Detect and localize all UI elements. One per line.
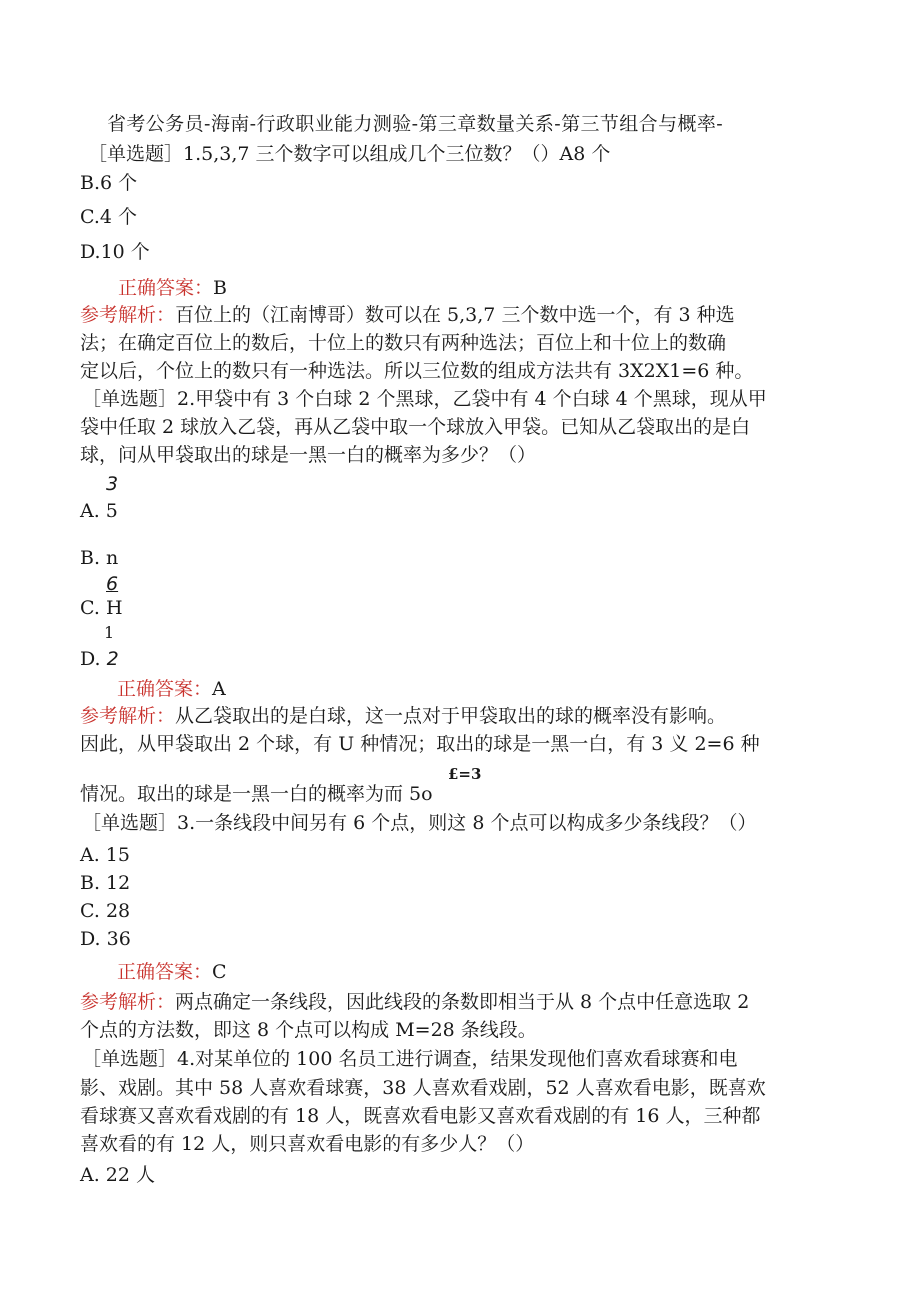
q3-option-a: A. 15: [80, 844, 130, 866]
q4-stem-line-2: 影、戏剧。其中 58 人喜欢看球赛，38 人喜欢看戏剧，52 人喜欢看电影，既喜欢: [80, 1077, 766, 1099]
q1-stem: ［单选题］1.5,3,7 三个数字可以组成几个三位数？（）A8 个: [88, 143, 611, 165]
q1-analysis-label: 参考解析：: [80, 304, 176, 326]
q2-answer: [117, 677, 226, 701]
q1-answer-value: B: [213, 277, 227, 299]
q2-stem-line-1: ［单选题］2.甲袋中有 3 个白球 2 个黑球，乙袋中有 4 个白球 4 个黑球，现从甲: [82, 388, 767, 410]
q1-answer-label: 正确答案：: [118, 277, 214, 299]
q2-analysis-line-2: 因此，从甲袋取出 2 个球，有 U 种情况；取出的球是一黑一白，有 3 义 2=6 种: [80, 733, 760, 755]
q2-option-b: B. n: [80, 547, 119, 569]
q2-analysis-line-1: [80, 704, 726, 728]
q3-stem: ［单选题］3.一条线段中间另有 6 个点，则这 8 个点可以构成多少条线段？（）: [82, 812, 757, 834]
q1-option-d: D.10 个: [80, 241, 150, 263]
q2-analysis-text-1: 从乙袋取出的是白球，这一点对于甲袋取出的球的概率没有影响。: [175, 705, 727, 727]
q2-option-a-numerator: 3: [106, 473, 119, 495]
q2-analysis-label: 参考解析：: [80, 705, 176, 727]
q2-option-c-numerator: 6: [106, 573, 119, 595]
q2-stem-line-2: 袋中任取 2 球放入乙袋，再从乙袋中取一个球放入甲袋。已知从乙袋取出的是白: [80, 416, 751, 438]
q4-stem-line-1: ［单选题］4.对某单位的 100 名员工进行调查，结果发现他们喜欢看球赛和电: [82, 1048, 738, 1070]
q4-stem-line-3: 看球赛又喜欢看戏剧的有 18 人，既喜欢看电影又喜欢看戏剧的有 16 人，三种都: [80, 1105, 761, 1127]
q1-option-b: B.6 个: [80, 172, 138, 194]
q1-analysis-text-1: 百位上的（江南博哥）数可以在 5,3,7 三个数中选一个，有 3 种选: [175, 304, 735, 326]
q2-answer-label: 正确答案：: [117, 678, 213, 700]
document-title: 省考公务员-海南-行政职业能力测验-第三章数量关系-第三节组合与概率-: [107, 113, 724, 135]
q3-option-c: C. 28: [80, 900, 131, 922]
q1-analysis-line-3: 定以后，个位上的数只有一种选法。所以三位数的组成方法共有 3X2X1=6 种。: [80, 360, 754, 382]
q3-analysis-text-1: 两点确定一条线段，因此线段的条数即相当于从 8 个点中任意选取 2: [175, 991, 750, 1013]
q3-answer: [117, 960, 227, 984]
q1-option-c: C.4 个: [80, 206, 138, 228]
q1-analysis-line-1: [80, 303, 735, 327]
q2-stem-line-3: 球，问从甲袋取出的球是一黑一白的概率为多少？（）: [80, 444, 537, 466]
q2-analysis-line-3: 情况。取出的球是一黑一白的概率为而 5o: [80, 783, 433, 805]
q3-analysis-label: 参考解析：: [80, 991, 176, 1013]
q2-option-a: A. 5: [80, 500, 118, 522]
q2-answer-value: A: [212, 678, 226, 700]
q3-option-d: D. 36: [80, 928, 131, 950]
q3-analysis-line-1: [80, 990, 749, 1014]
q4-stem-line-4: 喜欢看的有 12 人，则只喜欢看电影的有多少人？（）: [80, 1133, 535, 1155]
q3-analysis-line-2: 个点的方法数，即这 8 个点可以构成 M=28 条线段。: [80, 1019, 537, 1041]
q2-option-d-numerator: 1: [104, 623, 115, 642]
q2-option-d-prefix: D.: [80, 648, 101, 670]
q2-fraction-fragment: £=3: [448, 765, 482, 783]
q1-answer: [118, 276, 227, 300]
q2-option-c: C. H: [80, 597, 123, 619]
q3-answer-label: 正确答案：: [117, 961, 213, 983]
q2-option-d-value: 2: [106, 648, 119, 670]
q2-option-d: [80, 647, 119, 671]
q3-answer-value: C: [212, 961, 227, 983]
q1-analysis-line-2: 法；在确定百位上的数后，十位上的数只有两种选法；百位上和十位上的数确: [80, 332, 727, 354]
q4-option-a: A. 22 人: [80, 1164, 156, 1186]
q3-option-b: B. 12: [80, 872, 131, 894]
